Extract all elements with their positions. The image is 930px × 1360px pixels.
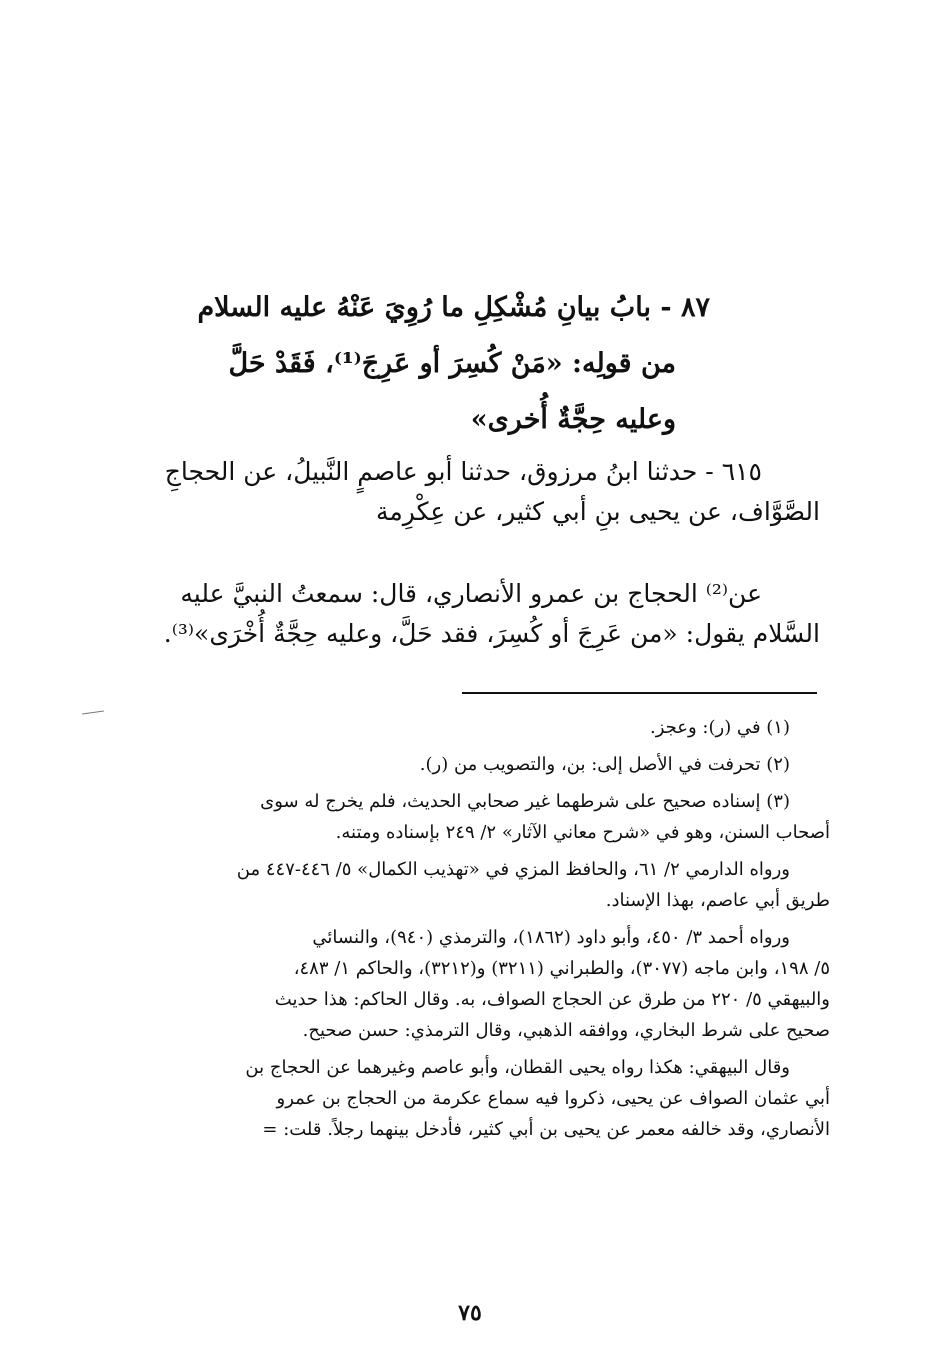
footnote-line: ورواه أحمد ٣/ ٤٥٠، وأبو داود (١٨٦٢)، والترمذي (٩٤٠)، والنسائي [312,927,790,948]
footnote-line: والبيهقي ٥/ ٢٢٠ من طرق عن الحجاج الصواف، به. وقال الحاكم: هذا حديث [274,989,830,1010]
hadith-isnad [108,452,820,532]
page-number: ٧٥ [458,1300,482,1326]
footnote-separator [462,692,817,694]
footnote-line: أبي عثمان الصواف عن يحيى، ذكروا فيه سماع عكرمة من الحجاج بن عمرو [276,1088,830,1109]
footnote-line: الأنصاري، وقد خالفه معمر عن يحيى بن أبي كثير، فأدخل بينهما رجلاً. قلت: = [262,1119,830,1140]
hadith-line: عن⁽²⁾ الحجاج بن عمرو الأنصاري، قال: سمعتُ النبيَّ عليه [180,579,762,608]
footnotes [112,712,830,1145]
footnote-line: صحيح على شرط البخاري، ووافقه الذهبي، وقال الترمذي: حسن صحيح. [302,1020,830,1041]
chapter-heading-line: وعليه حِجَّةٌ أُخرى» [470,404,676,435]
footnote-line: ٥/ ١٩٨، وابن ماجه (٣٠٧٧)، والطبراني (٣٢١١) و(٣٢١٢)، والحاكم ١/ ٤٨٣، [293,958,830,979]
footnote-paragraph [112,1052,830,1145]
footnote-line: وقال البيهقي: هكذا رواه يحيى القطان، وأبو عاصم وغيرهما عن الحجاج بن [245,1057,790,1078]
hadith-line: الصَّوَّاف، عن يحيى بنِ أبي كثير، عن عِكْرِمة [376,497,820,526]
hadith-matn [108,574,820,654]
chapter-heading-line: ٨٧ - بابُ بيانِ مُشْكِلِ ما رُوِيَ عَنْهُ عليه السلام [197,292,710,323]
footnote-line: أصحاب السنن، وهو في «شرح معاني الآثار» ٢/ ٢٤٩ بإسناده ومتنه. [335,822,830,843]
footnote-paragraph [112,854,830,916]
footnote-3 [112,786,830,848]
footnote-2: (٢) تحرفت في الأصل إلى: بن، والتصويب من (ر). [419,754,790,775]
hadith-line: السَّلام يقول: «من عَرِجَ أو كُسِرَ، فقد حَلَّ، وعليه حِجَّةٌ أُخْرَى»⁽³⁾. [163,619,820,648]
footnote-1: (١) في (ر): وعجز. [649,717,790,738]
chapter-heading [180,280,710,448]
footnote-paragraph [112,922,830,1046]
footnote-line: ورواه الدارمي ٢/ ٦١، والحافظ المزي في «تهذيب الكمال» ٥/ ٤٤٦-٤٤٧ من [236,859,790,880]
footnote-line: (٣) إسناده صحيح على شرطهما غير صحابي الحديث، فلم يخرج له سوى [260,791,790,812]
footnote-line: طريق أبي عاصم، بهذا الإسناد. [605,890,830,911]
chapter-heading-line: من قولِه: «مَنْ كُسِرَ أو عَرِجَ⁽¹⁾، فَقَدْ حَلَّ [228,348,676,379]
scan-mark [82,710,104,714]
hadith-line: ٦١٥ - حدثنا ابنُ مرزوق، حدثنا أبو عاصمٍ النَّبيلُ، عن الحجاجِ [164,457,762,486]
